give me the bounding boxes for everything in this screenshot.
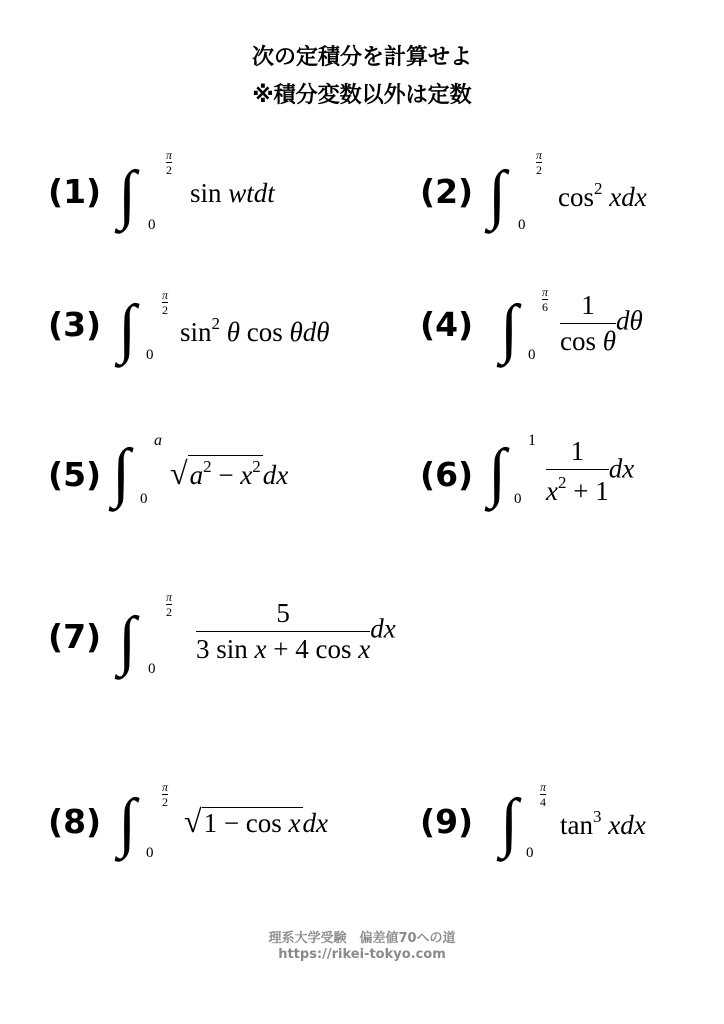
title-line-2: ※積分変数以外は定数 <box>252 83 472 108</box>
footer-site-name: 理系大学受験 偏差値70への道 <box>268 931 456 946</box>
integral-sign: ∫ <box>500 292 519 365</box>
problem-4-label: (4) <box>420 305 474 344</box>
problem-6-label: (6) <box>420 455 474 494</box>
title-line-1: 次の定積分を計算せよ <box>251 45 472 70</box>
problem-7-label: (7) <box>48 617 102 656</box>
problem-9-label: (9) <box>420 802 474 841</box>
integral-sign: ∫ <box>500 786 519 859</box>
integral-sign: ∫ <box>118 604 137 677</box>
integral-sign: ∫ <box>488 436 507 509</box>
footer-url: https://rikei-tokyo.com <box>278 947 446 962</box>
integral-sign: ∫ <box>118 158 137 231</box>
problem-8-label: (8) <box>48 802 102 841</box>
problem-5-label: (5) <box>48 455 102 494</box>
problem-2-label: (2) <box>420 172 474 211</box>
integral-sign: ∫ <box>118 292 137 365</box>
integral-sign: ∫ <box>118 786 137 859</box>
integral-sign: ∫ <box>112 436 131 509</box>
integral-sign: ∫ <box>488 158 507 231</box>
problem-1-label: (1) <box>48 172 102 211</box>
problem-3-label: (3) <box>48 305 102 344</box>
